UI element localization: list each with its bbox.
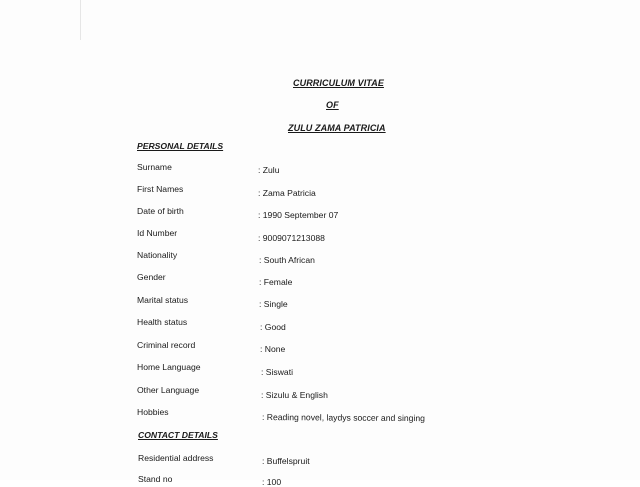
home-language-value: : Siswati — [261, 367, 293, 377]
personal-details-heading: PERSONAL DETAILS — [137, 141, 224, 151]
nationality-value: : South African — [259, 255, 315, 265]
surname-value: : Zulu — [258, 165, 280, 175]
document-title: CURRICULUM VITAE — [293, 78, 384, 88]
date-of-birth-label: Date of birth — [137, 206, 184, 216]
first-names-label: First Names — [137, 184, 184, 194]
gender-value: : Female — [259, 277, 293, 287]
document-title-of: OF — [326, 100, 339, 110]
surname-label: Surname — [137, 162, 172, 172]
stand-no-label: Stand no — [138, 474, 173, 484]
date-of-birth-value: : 1990 September 07 — [258, 210, 339, 220]
marital-status-label: Marital status — [137, 295, 189, 305]
document-title-name: ZULU ZAMA PATRICIA — [288, 123, 386, 133]
criminal-record-label: Criminal record — [137, 340, 196, 350]
other-language-label: Other Language — [137, 385, 200, 395]
home-language-label: Home Language — [137, 362, 201, 372]
hobbies-label: Hobbies — [137, 407, 169, 417]
health-status-value: : Good — [260, 322, 286, 332]
marital-status-value: : Single — [259, 299, 288, 309]
residential-address-value: : Buffelspruit — [262, 456, 310, 466]
gender-label: Gender — [137, 272, 166, 282]
contact-details-heading: CONTACT DETAILS — [138, 430, 218, 440]
residential-address-label: Residential address — [138, 453, 214, 463]
id-number-value: : 9009071213088 — [258, 233, 325, 243]
health-status-label: Health status — [137, 317, 188, 327]
scan-edge-line — [80, 0, 81, 40]
hobbies-value: : Reading novel, laydys soccer and singing — [261, 412, 425, 424]
nationality-label: Nationality — [137, 250, 178, 260]
other-language-value: : Sizulu & English — [261, 390, 328, 400]
first-names-value: : Zama Patricia — [258, 188, 316, 198]
stand-no-value: : 100 — [262, 477, 282, 487]
id-number-label: Id Number — [137, 228, 178, 238]
criminal-record-value: : None — [260, 344, 286, 354]
